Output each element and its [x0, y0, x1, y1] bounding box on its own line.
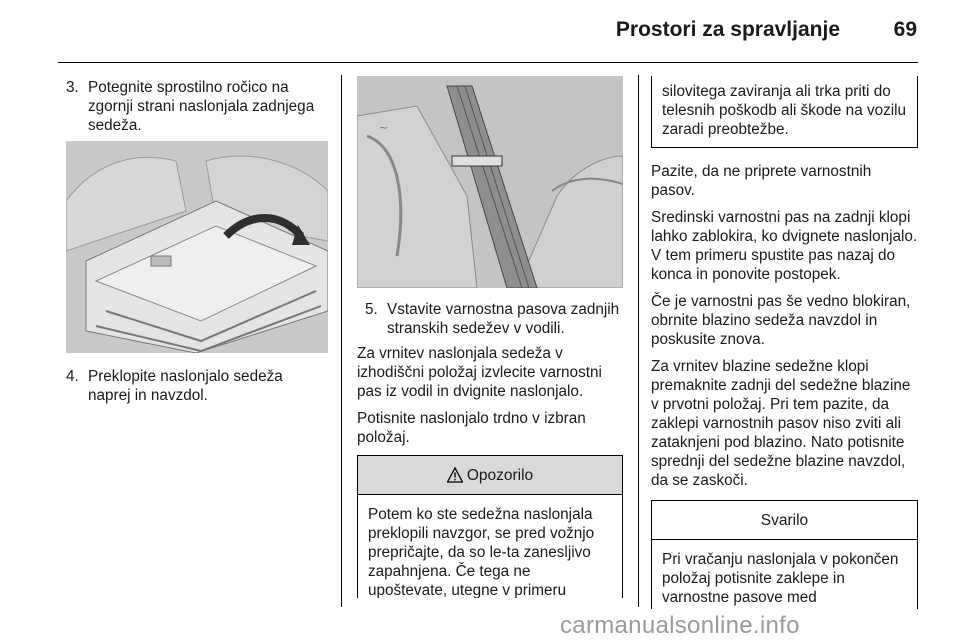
step-text: Potegnite sprostilno ročico na zgornji strani naslonjala zadnjega sedeža. [88, 79, 315, 134]
left-column [66, 78, 328, 411]
seat-illustration [66, 141, 328, 353]
warning-body: Potem ko ste sedežna naslonjala preklopili navzgor, se pred vožnjo prepričajte, da so le-ta zanesljivo zapahnjena. Če tega ne upoštevate, utegne v primeru [368, 506, 595, 598]
belt-guide-figure [357, 76, 623, 288]
caution-header: Svarilo [652, 501, 917, 540]
belt-illustration [357, 76, 623, 288]
right-column [651, 76, 918, 609]
step-text: Preklopite naslonjalo sedeža naprej in navzdol. [88, 368, 283, 404]
caution-body: Pri vračanju naslonjala v pokončen položaj potisnite zaklepe in varnostne pasove med [662, 551, 899, 606]
header-rule [58, 62, 918, 63]
paragraph: Če je varnostni pas še vedno blokiran, obrnite blazino sedeža navzdol in poskusite znova. [651, 293, 911, 348]
paragraph: Sredinski varnostni pas na zadnji klopi lahko zablokira, ko dvignete naslonjalo. V tem primeru spustite pas nazaj do konca in ponovite postopek. [651, 209, 918, 283]
step-3 [66, 78, 328, 135]
warning-icon [447, 467, 463, 483]
warning-box-continued: silovitega zaviranja ali trka priti do telesnih poškodb ali škode na vozilu zaradi preobtežbe. [651, 76, 918, 148]
warning-title: Opozorilo [466, 466, 534, 484]
middle-column [357, 76, 623, 598]
step-number: 4. [66, 368, 79, 385]
step-number: 3. [66, 79, 79, 96]
column-divider [638, 75, 639, 607]
warning-header [358, 456, 622, 495]
watermark: carmanualsonline.info [560, 612, 800, 639]
step-number: 5. [365, 301, 378, 318]
step-5 [357, 300, 623, 338]
page-title: Prostori za spravljanje [615, 18, 840, 41]
seat-release-figure [66, 141, 328, 353]
step-text: Vstavite varnostna pasova zadnjih stranskih sedežev v vodili. [387, 301, 620, 337]
svg-text:~: ~ [379, 121, 389, 134]
paragraph: Potisnite naslonjalo trdno v izbran položaj. [357, 410, 586, 446]
paragraph: Pazite, da ne priprete varnostnih pasov. [651, 163, 872, 199]
step-4 [66, 367, 328, 405]
caution-box [651, 500, 918, 609]
page-number: 69 [893, 18, 917, 41]
warning-box [357, 455, 623, 598]
column-divider [341, 75, 342, 607]
paragraph: Za vrnitev blazine sedežne klopi premaknite zadnji del sedežne blazine v prvotni položaj. Pri tem pazite, da zaklepi varnostnih pasov niso zviti ali zataknjeni pod blazino. Nato potisnite sprednji del sedežne blazine navzdol, da se zaskoči. [651, 358, 911, 489]
paragraph: Za vrnitev naslonjala sedeža v izhodiščni položaj izvlecite varnostni pas iz vodil in dvignite naslonjalo. [357, 345, 602, 400]
